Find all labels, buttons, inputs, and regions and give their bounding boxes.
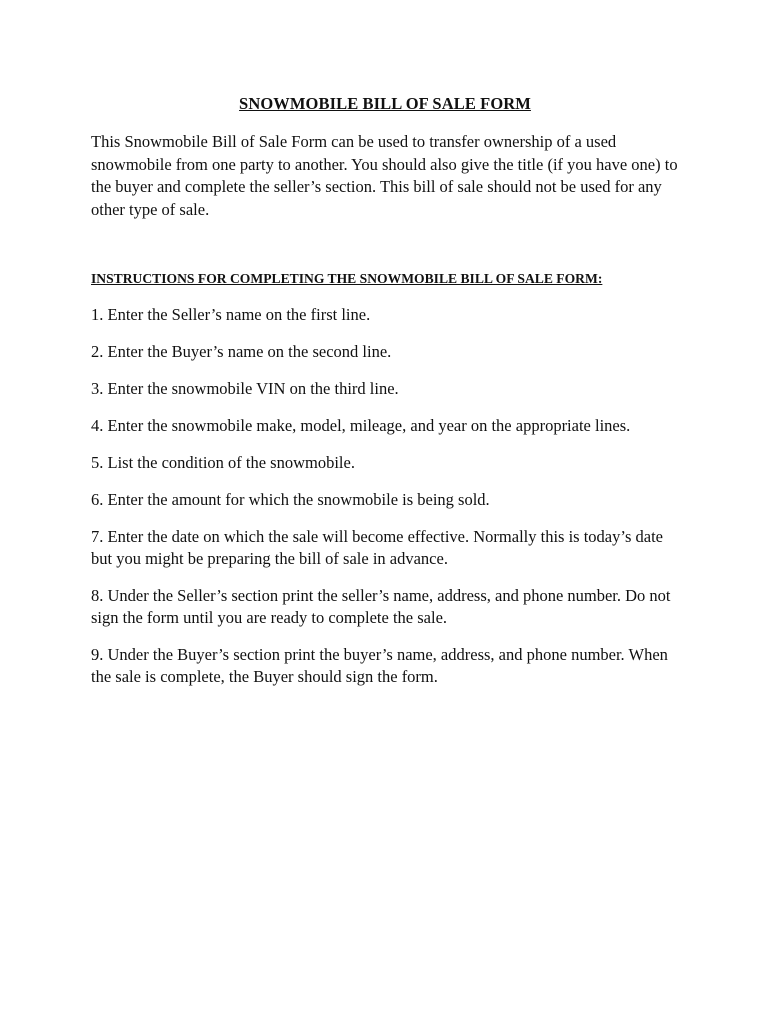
instruction-step-4: 4. Enter the snowmobile make, model, mileage, and year on the appropriate lines. (91, 416, 631, 435)
instruction-step-6: 6. Enter the amount for which the snowmobile is being sold. (91, 490, 490, 509)
instruction-step-2: 2. Enter the Buyer’s name on the second line. (91, 342, 392, 361)
instructions-list (91, 304, 681, 703)
instruction-step-5: 5. List the condition of the snowmobile. (91, 453, 355, 472)
document-title: SNOWMOBILE BILL OF SALE FORM (239, 94, 531, 113)
instructions-heading: INSTRUCTIONS FOR COMPLETING THE SNOWMOBILE BILL OF SALE FORM: (91, 271, 603, 286)
instruction-step-8: 8. Under the Seller’s section print the seller’s name, address, and phone number. Do not sign the form until you are ready to complete the sale. (91, 586, 671, 627)
instruction-step-3: 3. Enter the snowmobile VIN on the third line. (91, 379, 399, 398)
instruction-step-7: 7. Enter the date on which the sale will become effective. Normally this is today’s date but you might be preparing the bill of sale in advance. (91, 527, 663, 568)
instruction-step-9: 9. Under the Buyer’s section print the buyer’s name, address, and phone number. When the sale is complete, the Buyer should sign the form. (91, 645, 668, 686)
instruction-step-1: 1. Enter the Seller’s name on the first line. (91, 305, 371, 324)
intro-paragraph: This Snowmobile Bill of Sale Form can be used to transfer ownership of a used snowmobile from one party to another. You should also give the title (if you have one) to the buyer and complete the seller’s section. This bill of sale should not be used for any other type of sale. (91, 132, 678, 219)
